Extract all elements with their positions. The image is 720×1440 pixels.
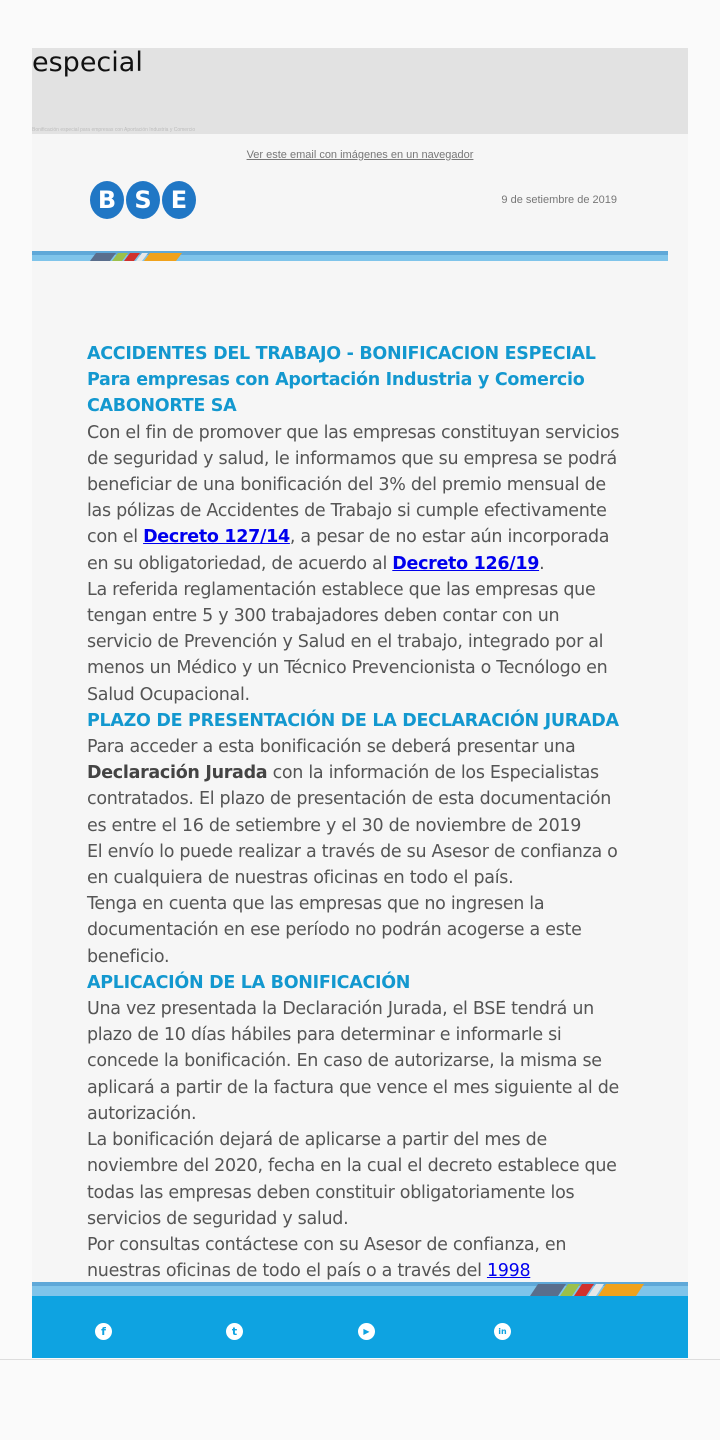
heading-accidentes: ACCIDENTES DEL TRABAJO - BONIFICACION ESPECIAL <box>87 344 596 364</box>
linkedin-icon[interactable]: in <box>494 1323 511 1340</box>
preheader <box>32 48 688 134</box>
paragraph-fin-bonificacion: La bonificación dejará de aplicarse a partir del mes de noviembre del 2020, fecha en la cual el decreto establece que todas las empresas deben constituir obligatoriamente los servicios de seguridad y salud. <box>87 1130 617 1229</box>
email-body <box>87 341 627 1311</box>
footer-stripe <box>32 1282 688 1296</box>
email-container <box>32 48 688 1358</box>
heading-subtitle: Para empresas con Aportación Industria y Comercio <box>87 370 585 391</box>
divider-line <box>0 1359 720 1360</box>
logo-letter-b: B <box>90 181 124 219</box>
email-date: 9 de setiembre de 2019 <box>501 194 617 206</box>
paragraph-reglamentacion: La referida reglamentación establece que las empresas que tengan entre 5 y 300 trabajadores deben contar con un servicio de Prevención y Salud en el trabajo, integrado por al menos un Médico y un Técnico Prevencionista o Tecnólogo en Salud Ocupacional. <box>87 579 608 705</box>
logo-letter-e: E <box>162 181 196 219</box>
paragraph-advertencia: Tenga en cuenta que las empresas que no ingresen la documentación en ese período no podrán acogerse a este beneficio. <box>87 894 582 967</box>
header-stripe <box>32 251 668 261</box>
company-name: CABONORTE SA <box>87 396 237 417</box>
email-footer <box>32 1282 688 1358</box>
view-in-browser-link[interactable]: Ver este email con imágenes en un navegador <box>246 149 474 161</box>
declaracion-jurada-bold: Declaración Jurada <box>87 763 268 784</box>
decreto-126-link[interactable]: Decreto 126/19 <box>392 553 540 574</box>
paragraph-plazo: Para acceder a esta bonificación se deberá presentar una Declaración Jurada con la información de los Especialistas contratados. El plazo de presentación de esta documentación es entre el 16 de setiembre y el 30 de noviembre de 2019 <box>87 737 612 836</box>
view-in-browser <box>32 149 688 161</box>
decreto-127-link[interactable]: Decreto 127/14 <box>143 527 290 548</box>
twitter-icon[interactable]: t <box>226 1323 243 1340</box>
preheader-tiny-text: Bonificación especial para empresas con Aportación Industria y Comercio <box>32 127 196 133</box>
teleservicios-link[interactable]: 1998 <box>486 1261 531 1282</box>
heading-aplicacion: APLICACIÓN DE LA BONIFICACIÓN <box>87 972 411 993</box>
facebook-icon[interactable]: f <box>95 1323 112 1340</box>
email-subject: especial <box>32 48 143 78</box>
paragraph-aplicacion: Una vez presentada la Declaración Jurada, el BSE tendrá un plazo de 10 días hábiles para determinar e informarle si concede la bonificación. En caso de autorizarse, la misma se aplicará a partir de la factura que vence el mes siguiente al de autorización. <box>87 999 619 1124</box>
paragraph-consultas: Por consultas contáctese con su Asesor de confianza, en nuestras oficinas de todo el país o a través del 1998 <box>87 1234 567 1282</box>
logo-letter-s: S <box>126 181 160 219</box>
paragraph-envio: El envío lo puede realizar a través de su Asesor de confianza o en cualquiera de nuestras oficinas en todo el país. <box>87 841 618 889</box>
paragraph-intro: Con el fin de promover que las empresas constituyan servicios de seguridad y salud, le informamos que su empresa se podrá beneficiar de una bonificación del 3% del premio mensual de las pólizas de Accidentes de Trabajo si cumple efectivamente con el Decreto 127/14, a pesar de no estar aún incorporada en su obligatoriedad, de acuerdo al Decreto 126/19. <box>87 422 620 574</box>
heading-plazo: PLAZO DE PRESENTACIÓN DE LA DECLARACIÓN JURADA <box>87 710 619 731</box>
youtube-icon[interactable]: ▶ <box>358 1323 375 1340</box>
bse-logo[interactable] <box>90 181 196 221</box>
